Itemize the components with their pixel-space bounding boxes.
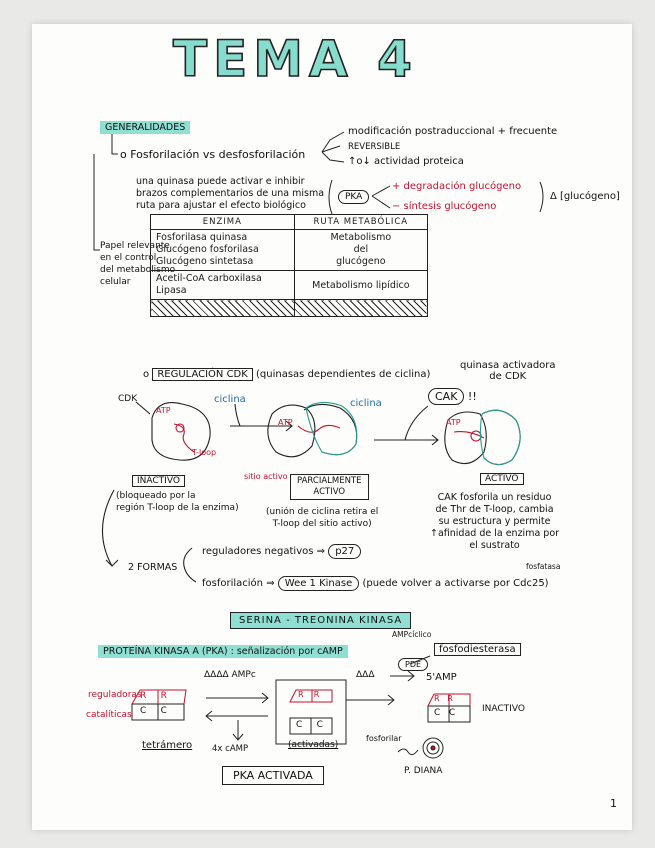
r-subunits-active: R R bbox=[298, 690, 320, 699]
atp-label-2: ATP bbox=[278, 418, 293, 427]
section-generalidades: GENERALIDADES bbox=[100, 122, 190, 133]
reguladores-negativos: reguladores negativos ⇒ p27 bbox=[202, 546, 361, 557]
kinase-note: una quinasa puede activar e inhibir brazos complementarios de una misma ruta para ajustar el efecto biológico bbox=[136, 176, 325, 211]
fosfatasa-label: fosfatasa bbox=[526, 562, 561, 571]
proteina-diana-label: P. DIANA bbox=[404, 766, 443, 776]
pka-inactivo-label: INACTIVO bbox=[482, 704, 525, 714]
col-header-ruta: RUTA METABÓLICA bbox=[294, 215, 427, 230]
fosforilar-label: fosforilar bbox=[366, 734, 402, 743]
activo-state: ACTIVO bbox=[480, 474, 524, 484]
fosfo-bullet-1: modificación postraduccional + frecuente bbox=[348, 126, 558, 137]
degradacion-glucogeno: + degradación glucógeno bbox=[392, 181, 522, 192]
table-row: Acetil-CoA carboxilasa Lipasa Metabolismo lipídico bbox=[151, 271, 428, 300]
tetramero-label: tetrámero bbox=[142, 740, 193, 751]
fosfo-bullet-3: ↑o↓ actividad proteica bbox=[348, 156, 464, 167]
cataliticas-label: catalíticas bbox=[86, 710, 132, 720]
fosfo-bullet-2: REVERSIBLE bbox=[348, 142, 401, 152]
page-title: TEMA 4 bbox=[173, 30, 418, 88]
ciclina-label-2: ciclina bbox=[350, 398, 382, 409]
reguladoras-label: reguladoras bbox=[88, 690, 142, 700]
cak-label: CAK !! bbox=[428, 390, 477, 403]
delta-glucogeno: Δ [glucógeno] bbox=[550, 191, 620, 202]
fosforilacion-label: o Fosforilación vs desfosforilación bbox=[120, 148, 306, 161]
parcialmente-activo-state: PARCIALMENTE ACTIVO bbox=[290, 474, 369, 500]
ampciclico-label: AMPcíclico bbox=[392, 630, 432, 639]
table-row: Fosforilasa quinasa Glucógeno fosforilasa Glucógeno sintetasa Metabolismo del glucógeno bbox=[151, 230, 428, 271]
ciclina-label-1: ciclina bbox=[214, 394, 246, 405]
dos-formas-label: 2 FORMAS bbox=[128, 562, 178, 573]
fosfodiesterasa-label: fosfodiesterasa bbox=[434, 644, 521, 655]
cdk-header: o REGULACIÓN CDK (quinasas dependientes de ciclina) bbox=[143, 369, 431, 380]
atp-label-3: ATP bbox=[446, 418, 461, 427]
atp-label-1: ATP bbox=[156, 406, 171, 415]
cdk-label: CDK bbox=[118, 394, 138, 404]
sitio-activo-label: sitio activo bbox=[244, 472, 288, 481]
pka-activada-label: PKA ACTIVADA bbox=[222, 766, 324, 785]
sintesis-glucogeno: − síntesis glucógeno bbox=[392, 201, 497, 212]
amp-triangles: ΔΔΔ bbox=[356, 670, 375, 680]
r-subunits-inactive: R R bbox=[434, 694, 453, 703]
amp5-label: 5'AMP bbox=[426, 672, 457, 683]
c-subunits-inactive: C C bbox=[434, 708, 456, 718]
page-number: 1 bbox=[610, 797, 617, 810]
pde-label: PDE bbox=[398, 660, 428, 669]
section-serina-treonina: SERINA - TREONINA KINASA bbox=[230, 612, 411, 629]
c-subunits-tetramer: C C bbox=[140, 706, 167, 716]
activadas-label: (activadas) bbox=[288, 740, 339, 750]
pka-header: PROTEÍNA KINASA A (PKA) : señalización por cAMP bbox=[98, 646, 348, 657]
quinasa-activadora-label: quinasa activadora de CDK bbox=[460, 360, 556, 382]
pka-circle-label: PKA bbox=[338, 192, 369, 202]
four-camp-label: 4x cAMP bbox=[212, 744, 249, 754]
activo-desc: CAK fosforila un residuo de Thr de T-loop, cambia su estructura y permite ↑afinidad de la enzima por el sustrato bbox=[430, 492, 560, 551]
fosforilacion-wee: fosforilación ⇒ Wee 1 Kinase (puede volver a activarse por Cdc25) bbox=[202, 578, 549, 589]
inactivo-desc: (bloqueado por la región T-loop de la enzima) bbox=[116, 491, 239, 513]
tloop-label: T-loop bbox=[192, 448, 217, 457]
col-header-enzima: ENZIMA bbox=[151, 215, 295, 230]
papel-relevante-note: Papel relevante en el control del metabolismo celular bbox=[100, 241, 176, 287]
inactivo-state: INACTIVO bbox=[132, 476, 185, 486]
parcial-desc: (unión de ciclina retira el T-loop del sitio activo) bbox=[266, 507, 379, 529]
ampc-label: ΔΔΔΔ AMPc bbox=[204, 670, 256, 680]
c-subunits-active: C C bbox=[296, 720, 323, 730]
r-subunits-tetramer: R R bbox=[140, 691, 167, 701]
